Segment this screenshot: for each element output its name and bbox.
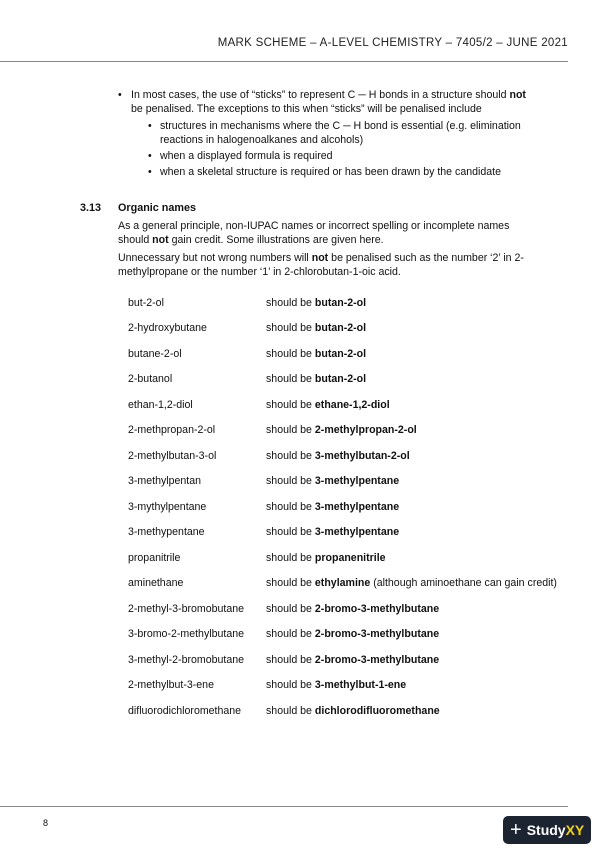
- incorrect-name: 2-hydroxybutane: [128, 322, 207, 334]
- page-number: 8: [43, 818, 49, 828]
- incorrect-name: 2-methylbutan-3-ol: [128, 450, 217, 462]
- correct-name: 2-bromo-3-methylbutane: [314, 603, 440, 615]
- incorrect-name: 3-methylpentan: [128, 475, 202, 487]
- incorrect-name: 3-methyl-2-bromobutane: [128, 654, 244, 666]
- bullet-dot: •: [118, 89, 122, 101]
- correct-name: 3-methylbut-1-ene: [314, 679, 407, 691]
- sub-bullet-2: when a displayed formula is required: [160, 150, 333, 162]
- incorrect-name: difluorodichloromethane: [128, 705, 242, 717]
- correct-name: butan-2-ol: [314, 297, 367, 309]
- plus-icon: +: [510, 819, 522, 841]
- correction: should be butan-2-ol: [266, 297, 367, 309]
- correct-name: 3-methylpentane: [314, 526, 400, 538]
- correction: should be dichlorodifluoromethane: [266, 705, 440, 717]
- studyxy-logo[interactable]: [503, 816, 591, 844]
- correct-name: 3-methylbutan-2-ol: [314, 450, 410, 462]
- incorrect-name: aminethane: [128, 577, 184, 589]
- sub-bullet-dot: •: [148, 166, 152, 178]
- correction: should be ethylamine (although aminoethane can gain credit): [266, 577, 557, 589]
- correct-name: 2-methylpropan-2-ol: [314, 424, 417, 436]
- correct-name: propanenitrile: [314, 552, 386, 564]
- section-title: Organic names: [118, 202, 197, 214]
- correct-name: butan-2-ol: [314, 373, 367, 385]
- correction: should be butan-2-ol: [266, 348, 367, 360]
- correction-note: (although aminoethane can gain credit): [373, 577, 557, 589]
- sticks-text-a: In most cases, the use of “sticks” to represent C ─ H bonds in a structure should: [131, 89, 507, 101]
- header-rule: [0, 61, 568, 62]
- sub-bullet-dot: •: [148, 120, 152, 132]
- correction: should be 2-bromo-3-methylbutane: [266, 603, 440, 615]
- footer-rule: [0, 806, 568, 807]
- incorrect-name: 3-methypentane: [128, 526, 205, 538]
- correction: should be 3-methylbutan-2-ol: [266, 450, 410, 462]
- incorrect-name: ethan-1,2-diol: [128, 399, 193, 411]
- correct-name: butan-2-ol: [314, 348, 367, 360]
- correct-name: 2-bromo-3-methylbutane: [314, 628, 440, 640]
- correct-name: ethylamine: [314, 577, 371, 589]
- sub-bullet-3: when a skeletal structure is required or has been drawn by the candidate: [160, 166, 501, 178]
- incorrect-name: 2-methyl-3-bromobutane: [128, 603, 244, 615]
- section-number: 3.13: [80, 202, 102, 214]
- correction: should be 2-bromo-3-methylbutane: [266, 628, 440, 640]
- sticks-text-b: be penalised. The exceptions to this when “sticks” will be penalised include: [131, 102, 482, 115]
- correct-name: 2-bromo-3-methylbutane: [314, 654, 440, 666]
- page-header: MARK SCHEME – A-LEVEL CHEMISTRY – 7405/2 – JUNE 2021: [217, 37, 568, 49]
- correct-name: 3-methylpentane: [314, 501, 400, 513]
- correct-name: ethane-1,2-diol: [314, 399, 390, 411]
- correct-name: butan-2-ol: [314, 322, 367, 334]
- incorrect-name: 2-methpropan-2-ol: [128, 424, 216, 436]
- correction: should be 3-methylbut-1-ene: [266, 679, 407, 691]
- correction: should be butan-2-ol: [266, 322, 367, 334]
- incorrect-name: 3-bromo-2-methylbutane: [128, 628, 244, 640]
- incorrect-name: butane-2-ol: [128, 348, 182, 360]
- correction: should be 3-methylpentane: [266, 526, 400, 538]
- incorrect-name: propanitrile: [128, 552, 181, 564]
- sticks-not: not: [509, 89, 526, 101]
- correction: should be propanenitrile: [266, 552, 386, 564]
- sub-bullet-dot: •: [148, 150, 152, 162]
- sticks-paragraph: [131, 89, 571, 116]
- incorrect-name: 2-butanol: [128, 373, 173, 385]
- correction: should be 3-methylpentane: [266, 501, 400, 513]
- section-paragraph-2: Unnecessary but not wrong numbers will not be penalised such as the number ‘2’ in 2- methylpropane or the number ‘1’ in 2-chlorobutan-1-oic acid.: [118, 252, 524, 278]
- correction: should be ethane-1,2-diol: [266, 399, 390, 411]
- correct-name: dichlorodifluoromethane: [314, 705, 440, 717]
- incorrect-name: but-2-ol: [128, 297, 164, 309]
- logo-text-xy: XY: [565, 822, 585, 838]
- logo-text-study: Study: [526, 822, 566, 838]
- correction: should be 3-methylpentane: [266, 475, 400, 487]
- incorrect-name: 2-methylbut-3-ene: [128, 679, 214, 691]
- correct-name: 3-methylpentane: [314, 475, 400, 487]
- section-paragraph-1: As a general principle, non-IUPAC names or incorrect spelling or incomplete names should not gain credit. Some illustrations are given here.: [118, 220, 510, 246]
- sub-bullet-1: structures in mechanisms where the C ─ H bond is essential (e.g. elimination reactions in halogenoalkanes and alcohols): [160, 120, 521, 146]
- correction: should be butan-2-ol: [266, 373, 367, 385]
- incorrect-name: 3-mythylpentane: [128, 501, 207, 513]
- correction: should be 2-methylpropan-2-ol: [266, 424, 417, 436]
- correction: should be 2-bromo-3-methylbutane: [266, 654, 440, 666]
